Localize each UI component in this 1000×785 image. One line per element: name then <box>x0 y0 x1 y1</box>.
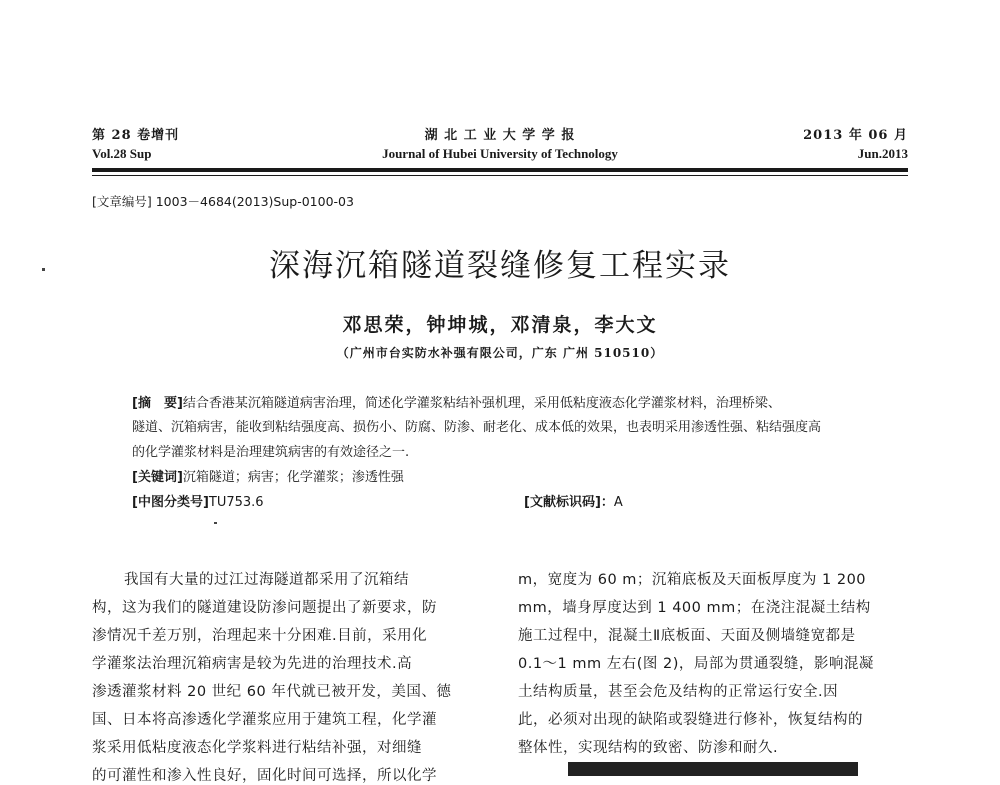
classification-value: TU753.6 <box>208 495 264 510</box>
right-column-line: 0.1～1 mm 左右(图 2)，局部为贯通裂缝，影响混凝 <box>518 656 874 672</box>
classification-label: [中图分类号] <box>132 495 209 510</box>
left-column-line: 学灌浆法治理沉箱病害是较为先进的治理技术.高 <box>92 656 413 672</box>
left-column-line: 国、日本将高渗透化学灌浆应用于建筑工程，化学灌 <box>92 712 437 728</box>
keywords-line <box>132 466 404 485</box>
abstract-line-3: 的化学灌浆材料是治理建筑病害的有效途径之一. <box>132 445 410 460</box>
header-journal-cn: 湖 北 工 业 大 学 学 报 <box>424 128 576 143</box>
left-column-line: 构，这为我们的隧道建设防渗问题提出了新要求，防 <box>92 600 437 616</box>
header-date-en: Jun.2013 <box>857 146 908 161</box>
doc-code-value: A <box>613 495 623 510</box>
abstract-line-1 <box>132 392 781 411</box>
right-column-line: 土结构质量，甚至会危及结构的正常运行安全.因 <box>518 684 839 700</box>
affiliation: （广州市台实防水补强有限公司，广东 广州 510510） <box>336 346 664 360</box>
scan-dot <box>214 522 217 524</box>
abstract-line-2: 隧道、沉箱病害，能收到粘结强度高、损伤小、防腐、防渗、耐老化、成本低的效果，也表明采用渗透性强、粘结强度高 <box>132 420 822 435</box>
scan-dot <box>42 268 45 271</box>
right-column-line: m，宽度为 60 m；沉箱底板及天面板厚度为 1 200 <box>518 572 867 588</box>
header-date-cn: 2013 年 06 月 <box>803 128 908 143</box>
left-column-line: 我国有大量的过江过海隧道都采用了沉箱结 <box>124 572 409 588</box>
header-volume-cn: 第 28 卷增刊 <box>92 128 180 143</box>
right-column-line: 施工过程中，混凝土Ⅱ底板面、天面及侧墙缝宽都是 <box>518 628 856 644</box>
left-column-line: 渗透灌浆材料 20 世纪 60 年代就已被开发，美国、德 <box>92 684 452 700</box>
keywords-text: 沉箱隧道；病害；化学灌浆；渗透性强 <box>182 470 404 485</box>
header-rule-thin <box>92 175 908 176</box>
keywords-label: [关键词] <box>132 470 183 485</box>
left-column-line: 的可灌性和渗入性良好，固化时间可选择，所以化学 <box>92 768 437 784</box>
classification-line <box>132 491 264 510</box>
right-column-line: 此，必须对出现的缺陷或裂缝进行修补，恢复结构的 <box>518 712 863 728</box>
header-volume-en: Vol.28 Sup <box>92 146 152 161</box>
page-title: 深海沉箱隧道裂缝修复工程实录 <box>269 248 731 284</box>
header-journal-en: Journal of Hubei University of Technology <box>382 146 618 161</box>
right-column-line: 整体性，实现结构的致密、防渗和耐久. <box>518 740 779 756</box>
header-rule-thick <box>92 168 908 172</box>
doc-code-label: [文献标识码]： <box>524 495 614 510</box>
abstract-text-1: 结合香港某沉箱隧道病害治理，简述化学灌浆粘结补强机理，采用低粘度液态化学灌浆材料，治理桥梁、 <box>182 396 781 411</box>
right-column-line: mm，墙身厚度达到 1 400 mm；在浇注混凝土结构 <box>518 600 871 616</box>
article-number: [文章编号] 1003－4684(2013)Sup-0100-03 <box>92 194 354 209</box>
left-column-line: 渗情况千差万别，治理起来十分困难.目前，采用化 <box>92 628 428 644</box>
figure-image-top <box>568 762 858 776</box>
abstract-label: [摘 要] <box>132 396 183 411</box>
authors: 邓思荣，钟坤城，邓清泉，李大文 <box>342 314 658 336</box>
left-column-line: 浆采用低粘度液态化学浆料进行粘结补强，对细缝 <box>92 740 422 756</box>
doc-code-line <box>524 491 623 510</box>
